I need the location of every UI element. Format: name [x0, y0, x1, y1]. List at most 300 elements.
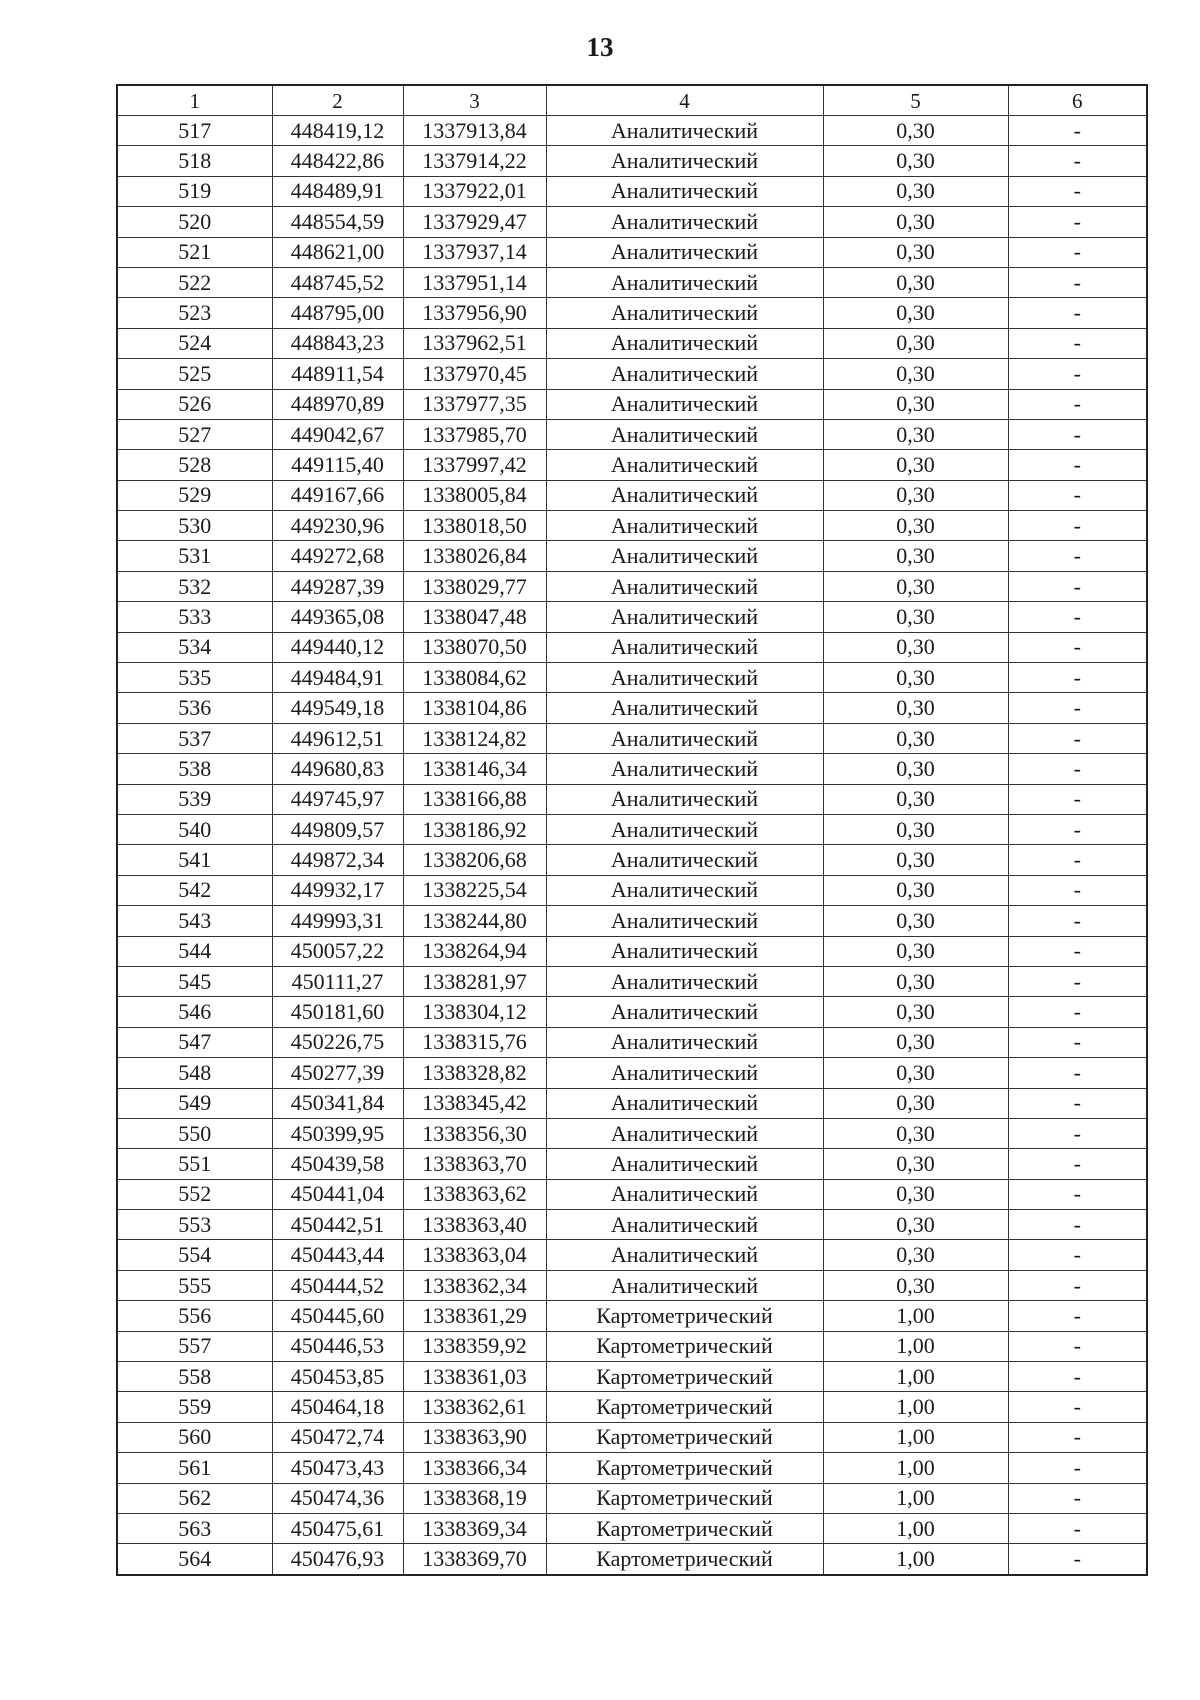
- x-coordinate-cell: 450439,58: [272, 1149, 403, 1179]
- y-coordinate-cell: 1338186,92: [403, 814, 546, 844]
- point-number-cell: 534: [117, 632, 272, 662]
- table-row: [117, 1453, 1147, 1483]
- accuracy-cell: 0,30: [823, 1210, 1008, 1240]
- accuracy-cell: 0,30: [823, 389, 1008, 419]
- y-coordinate-cell: 1338345,42: [403, 1088, 546, 1118]
- note-cell: -: [1008, 997, 1147, 1027]
- x-coordinate-cell: 450445,60: [272, 1301, 403, 1331]
- note-cell: -: [1008, 602, 1147, 632]
- note-cell: -: [1008, 116, 1147, 146]
- note-cell: -: [1008, 1270, 1147, 1300]
- table-row: [117, 936, 1147, 966]
- y-coordinate-cell: 1338363,40: [403, 1210, 546, 1240]
- point-number-cell: 544: [117, 936, 272, 966]
- point-number-cell: 550: [117, 1118, 272, 1148]
- method-cell: Картометрический: [546, 1422, 823, 1452]
- table-row: [117, 298, 1147, 328]
- x-coordinate-cell: 450453,85: [272, 1362, 403, 1392]
- table-row: [117, 966, 1147, 996]
- y-coordinate-cell: 1338359,92: [403, 1331, 546, 1361]
- method-cell: Картометрический: [546, 1513, 823, 1543]
- y-coordinate-cell: 1338225,54: [403, 875, 546, 905]
- note-cell: -: [1008, 875, 1147, 905]
- y-coordinate-cell: 1338084,62: [403, 663, 546, 693]
- x-coordinate-cell: 449440,12: [272, 632, 403, 662]
- method-cell: Аналитический: [546, 1058, 823, 1088]
- table-row: [117, 359, 1147, 389]
- table-row: [117, 146, 1147, 176]
- point-number-cell: 537: [117, 723, 272, 753]
- note-cell: -: [1008, 237, 1147, 267]
- point-number-cell: 553: [117, 1210, 272, 1240]
- accuracy-cell: 1,00: [823, 1513, 1008, 1543]
- y-coordinate-cell: 1338356,30: [403, 1118, 546, 1148]
- method-cell: Аналитический: [546, 906, 823, 936]
- x-coordinate-cell: 449042,67: [272, 419, 403, 449]
- x-coordinate-cell: 450472,74: [272, 1422, 403, 1452]
- point-number-cell: 521: [117, 237, 272, 267]
- table-row: [117, 207, 1147, 237]
- column-header: 1: [117, 85, 272, 116]
- note-cell: -: [1008, 845, 1147, 875]
- table-row: [117, 1179, 1147, 1209]
- table-row: [117, 814, 1147, 844]
- method-cell: Аналитический: [546, 723, 823, 753]
- accuracy-cell: 0,30: [823, 116, 1008, 146]
- y-coordinate-cell: 1338368,19: [403, 1483, 546, 1513]
- table-row: [117, 176, 1147, 206]
- point-number-cell: 546: [117, 997, 272, 1027]
- accuracy-cell: 0,30: [823, 845, 1008, 875]
- table-row: [117, 237, 1147, 267]
- y-coordinate-cell: 1338104,86: [403, 693, 546, 723]
- point-number-cell: 538: [117, 754, 272, 784]
- note-cell: -: [1008, 419, 1147, 449]
- point-number-cell: 535: [117, 663, 272, 693]
- method-cell: Картометрический: [546, 1453, 823, 1483]
- x-coordinate-cell: 450473,43: [272, 1453, 403, 1483]
- x-coordinate-cell: 448843,23: [272, 328, 403, 358]
- y-coordinate-cell: 1338361,03: [403, 1362, 546, 1392]
- point-number-cell: 558: [117, 1362, 272, 1392]
- table-row: [117, 1483, 1147, 1513]
- method-cell: Аналитический: [546, 176, 823, 206]
- table-row: [117, 693, 1147, 723]
- y-coordinate-cell: 1338362,61: [403, 1392, 546, 1422]
- table-row: [117, 328, 1147, 358]
- accuracy-cell: 0,30: [823, 754, 1008, 784]
- table-row: [117, 1301, 1147, 1331]
- table-row: [117, 511, 1147, 541]
- table-row: [117, 632, 1147, 662]
- note-cell: -: [1008, 1331, 1147, 1361]
- method-cell: Аналитический: [546, 814, 823, 844]
- point-number-cell: 562: [117, 1483, 272, 1513]
- x-coordinate-cell: 449680,83: [272, 754, 403, 784]
- note-cell: -: [1008, 176, 1147, 206]
- note-cell: -: [1008, 693, 1147, 723]
- x-coordinate-cell: 450474,36: [272, 1483, 403, 1513]
- point-number-cell: 530: [117, 511, 272, 541]
- x-coordinate-cell: 449365,08: [272, 602, 403, 632]
- method-cell: Аналитический: [546, 997, 823, 1027]
- table-row: [117, 754, 1147, 784]
- note-cell: -: [1008, 541, 1147, 571]
- accuracy-cell: 0,30: [823, 237, 1008, 267]
- x-coordinate-cell: 449230,96: [272, 511, 403, 541]
- table-row: [117, 116, 1147, 146]
- x-coordinate-cell: 450277,39: [272, 1058, 403, 1088]
- x-coordinate-cell: 448795,00: [272, 298, 403, 328]
- accuracy-cell: 0,30: [823, 1240, 1008, 1270]
- x-coordinate-cell: 449745,97: [272, 784, 403, 814]
- method-cell: Картометрический: [546, 1331, 823, 1361]
- method-cell: Аналитический: [546, 480, 823, 510]
- y-coordinate-cell: 1338281,97: [403, 966, 546, 996]
- accuracy-cell: 0,30: [823, 207, 1008, 237]
- point-number-cell: 523: [117, 298, 272, 328]
- accuracy-cell: 0,30: [823, 571, 1008, 601]
- method-cell: Аналитический: [546, 845, 823, 875]
- x-coordinate-cell: 450181,60: [272, 997, 403, 1027]
- note-cell: -: [1008, 1240, 1147, 1270]
- y-coordinate-cell: 1338029,77: [403, 571, 546, 601]
- table-row: [117, 602, 1147, 632]
- accuracy-cell: 1,00: [823, 1301, 1008, 1331]
- point-number-cell: 524: [117, 328, 272, 358]
- note-cell: -: [1008, 328, 1147, 358]
- point-number-cell: 561: [117, 1453, 272, 1483]
- note-cell: -: [1008, 906, 1147, 936]
- x-coordinate-cell: 448970,89: [272, 389, 403, 419]
- y-coordinate-cell: 1338264,94: [403, 936, 546, 966]
- note-cell: -: [1008, 298, 1147, 328]
- method-cell: Аналитический: [546, 875, 823, 905]
- y-coordinate-cell: 1338304,12: [403, 997, 546, 1027]
- point-number-cell: 564: [117, 1544, 272, 1575]
- y-coordinate-cell: 1337956,90: [403, 298, 546, 328]
- note-cell: -: [1008, 1513, 1147, 1543]
- x-coordinate-cell: 450057,22: [272, 936, 403, 966]
- y-coordinate-cell: 1338124,82: [403, 723, 546, 753]
- y-coordinate-cell: 1338361,29: [403, 1301, 546, 1331]
- method-cell: Аналитический: [546, 450, 823, 480]
- table-row: [117, 541, 1147, 571]
- y-coordinate-cell: 1337937,14: [403, 237, 546, 267]
- column-header: 2: [272, 85, 403, 116]
- method-cell: Аналитический: [546, 571, 823, 601]
- note-cell: -: [1008, 480, 1147, 510]
- note-cell: -: [1008, 1392, 1147, 1422]
- method-cell: Аналитический: [546, 328, 823, 358]
- x-coordinate-cell: 449612,51: [272, 723, 403, 753]
- table-row: [117, 1088, 1147, 1118]
- accuracy-cell: 0,30: [823, 663, 1008, 693]
- method-cell: Картометрический: [546, 1392, 823, 1422]
- accuracy-cell: 0,30: [823, 1027, 1008, 1057]
- accuracy-cell: 0,30: [823, 784, 1008, 814]
- x-coordinate-cell: 450399,95: [272, 1118, 403, 1148]
- accuracy-cell: 0,30: [823, 632, 1008, 662]
- x-coordinate-cell: 448745,52: [272, 267, 403, 297]
- accuracy-cell: 0,30: [823, 814, 1008, 844]
- accuracy-cell: 0,30: [823, 1179, 1008, 1209]
- y-coordinate-cell: 1338026,84: [403, 541, 546, 571]
- note-cell: -: [1008, 663, 1147, 693]
- table-row: [117, 784, 1147, 814]
- method-cell: Аналитический: [546, 784, 823, 814]
- point-number-cell: 540: [117, 814, 272, 844]
- method-cell: Аналитический: [546, 632, 823, 662]
- accuracy-cell: 0,30: [823, 176, 1008, 206]
- table-row: [117, 1544, 1147, 1575]
- accuracy-cell: 0,30: [823, 267, 1008, 297]
- note-cell: -: [1008, 389, 1147, 419]
- note-cell: -: [1008, 632, 1147, 662]
- point-number-cell: 539: [117, 784, 272, 814]
- x-coordinate-cell: 449932,17: [272, 875, 403, 905]
- method-cell: Аналитический: [546, 1027, 823, 1057]
- y-coordinate-cell: 1337951,14: [403, 267, 546, 297]
- y-coordinate-cell: 1337962,51: [403, 328, 546, 358]
- point-number-cell: 519: [117, 176, 272, 206]
- x-coordinate-cell: 450442,51: [272, 1210, 403, 1240]
- table-row: [117, 723, 1147, 753]
- point-number-cell: 557: [117, 1331, 272, 1361]
- note-cell: -: [1008, 1149, 1147, 1179]
- y-coordinate-cell: 1337997,42: [403, 450, 546, 480]
- point-number-cell: 536: [117, 693, 272, 723]
- coordinates-table: [116, 84, 1148, 1576]
- accuracy-cell: 0,30: [823, 936, 1008, 966]
- note-cell: -: [1008, 1422, 1147, 1452]
- point-number-cell: 556: [117, 1301, 272, 1331]
- table-row: [117, 389, 1147, 419]
- method-cell: Аналитический: [546, 1270, 823, 1300]
- y-coordinate-cell: 1338363,62: [403, 1179, 546, 1209]
- accuracy-cell: 0,30: [823, 419, 1008, 449]
- point-number-cell: 529: [117, 480, 272, 510]
- x-coordinate-cell: 449872,34: [272, 845, 403, 875]
- point-number-cell: 518: [117, 146, 272, 176]
- method-cell: Аналитический: [546, 966, 823, 996]
- note-cell: -: [1008, 1027, 1147, 1057]
- point-number-cell: 547: [117, 1027, 272, 1057]
- x-coordinate-cell: 448419,12: [272, 116, 403, 146]
- y-coordinate-cell: 1338369,34: [403, 1513, 546, 1543]
- y-coordinate-cell: 1337914,22: [403, 146, 546, 176]
- x-coordinate-cell: 449115,40: [272, 450, 403, 480]
- note-cell: -: [1008, 1118, 1147, 1148]
- method-cell: Аналитический: [546, 237, 823, 267]
- table-header-row: [117, 85, 1147, 116]
- accuracy-cell: 0,30: [823, 541, 1008, 571]
- table-row: [117, 1027, 1147, 1057]
- y-coordinate-cell: 1338047,48: [403, 602, 546, 632]
- x-coordinate-cell: 448422,86: [272, 146, 403, 176]
- x-coordinate-cell: 449287,39: [272, 571, 403, 601]
- x-coordinate-cell: 450341,84: [272, 1088, 403, 1118]
- y-coordinate-cell: 1338166,88: [403, 784, 546, 814]
- x-coordinate-cell: 448621,00: [272, 237, 403, 267]
- x-coordinate-cell: 450443,44: [272, 1240, 403, 1270]
- point-number-cell: 543: [117, 906, 272, 936]
- accuracy-cell: 0,30: [823, 1058, 1008, 1088]
- x-coordinate-cell: 449549,18: [272, 693, 403, 723]
- accuracy-cell: 0,30: [823, 298, 1008, 328]
- method-cell: Аналитический: [546, 146, 823, 176]
- method-cell: Картометрический: [546, 1483, 823, 1513]
- y-coordinate-cell: 1338070,50: [403, 632, 546, 662]
- method-cell: Аналитический: [546, 359, 823, 389]
- y-coordinate-cell: 1338005,84: [403, 480, 546, 510]
- accuracy-cell: 0,30: [823, 906, 1008, 936]
- table-row: [117, 1270, 1147, 1300]
- note-cell: -: [1008, 1544, 1147, 1575]
- table-row: [117, 267, 1147, 297]
- table-row: [117, 1392, 1147, 1422]
- table-row: [117, 845, 1147, 875]
- method-cell: Аналитический: [546, 1149, 823, 1179]
- table-row: [117, 997, 1147, 1027]
- x-coordinate-cell: 449993,31: [272, 906, 403, 936]
- x-coordinate-cell: 450444,52: [272, 1270, 403, 1300]
- x-coordinate-cell: 449167,66: [272, 480, 403, 510]
- table-row: [117, 1422, 1147, 1452]
- accuracy-cell: 0,30: [823, 480, 1008, 510]
- y-coordinate-cell: 1337929,47: [403, 207, 546, 237]
- y-coordinate-cell: 1338369,70: [403, 1544, 546, 1575]
- column-header: 6: [1008, 85, 1147, 116]
- method-cell: Аналитический: [546, 693, 823, 723]
- note-cell: -: [1008, 359, 1147, 389]
- note-cell: -: [1008, 571, 1147, 601]
- note-cell: -: [1008, 1058, 1147, 1088]
- note-cell: -: [1008, 1210, 1147, 1240]
- point-number-cell: 526: [117, 389, 272, 419]
- note-cell: -: [1008, 784, 1147, 814]
- method-cell: Аналитический: [546, 207, 823, 237]
- note-cell: -: [1008, 267, 1147, 297]
- table-row: [117, 1362, 1147, 1392]
- table-row: [117, 1058, 1147, 1088]
- note-cell: -: [1008, 1301, 1147, 1331]
- method-cell: Аналитический: [546, 1240, 823, 1270]
- y-coordinate-cell: 1338315,76: [403, 1027, 546, 1057]
- point-number-cell: 541: [117, 845, 272, 875]
- table-row: [117, 1210, 1147, 1240]
- table-row: [117, 419, 1147, 449]
- table-row: [117, 1331, 1147, 1361]
- y-coordinate-cell: 1338018,50: [403, 511, 546, 541]
- note-cell: -: [1008, 1453, 1147, 1483]
- method-cell: Картометрический: [546, 1301, 823, 1331]
- method-cell: Аналитический: [546, 754, 823, 784]
- point-number-cell: 531: [117, 541, 272, 571]
- point-number-cell: 563: [117, 1513, 272, 1543]
- table-body: [117, 116, 1147, 1575]
- accuracy-cell: 0,30: [823, 359, 1008, 389]
- y-coordinate-cell: 1338244,80: [403, 906, 546, 936]
- accuracy-cell: 1,00: [823, 1483, 1008, 1513]
- method-cell: Аналитический: [546, 1210, 823, 1240]
- table-row: [117, 875, 1147, 905]
- method-cell: Аналитический: [546, 541, 823, 571]
- accuracy-cell: 1,00: [823, 1544, 1008, 1575]
- y-coordinate-cell: 1338366,34: [403, 1453, 546, 1483]
- method-cell: Аналитический: [546, 116, 823, 146]
- y-coordinate-cell: 1337985,70: [403, 419, 546, 449]
- accuracy-cell: 0,30: [823, 1149, 1008, 1179]
- note-cell: -: [1008, 936, 1147, 966]
- x-coordinate-cell: 448554,59: [272, 207, 403, 237]
- y-coordinate-cell: 1337913,84: [403, 116, 546, 146]
- method-cell: Аналитический: [546, 298, 823, 328]
- accuracy-cell: 0,30: [823, 1088, 1008, 1118]
- table-row: [117, 1513, 1147, 1543]
- x-coordinate-cell: 448911,54: [272, 359, 403, 389]
- table-row: [117, 906, 1147, 936]
- note-cell: -: [1008, 754, 1147, 784]
- method-cell: Картометрический: [546, 1544, 823, 1575]
- method-cell: Аналитический: [546, 419, 823, 449]
- y-coordinate-cell: 1338328,82: [403, 1058, 546, 1088]
- x-coordinate-cell: 448489,91: [272, 176, 403, 206]
- x-coordinate-cell: 449809,57: [272, 814, 403, 844]
- accuracy-cell: 0,30: [823, 146, 1008, 176]
- accuracy-cell: 1,00: [823, 1392, 1008, 1422]
- accuracy-cell: 0,30: [823, 1118, 1008, 1148]
- point-number-cell: 555: [117, 1270, 272, 1300]
- column-header: 5: [823, 85, 1008, 116]
- accuracy-cell: 0,30: [823, 1270, 1008, 1300]
- accuracy-cell: 0,30: [823, 875, 1008, 905]
- point-number-cell: 552: [117, 1179, 272, 1209]
- accuracy-cell: 0,30: [823, 511, 1008, 541]
- point-number-cell: 549: [117, 1088, 272, 1118]
- point-number-cell: 548: [117, 1058, 272, 1088]
- point-number-cell: 522: [117, 267, 272, 297]
- accuracy-cell: 1,00: [823, 1331, 1008, 1361]
- method-cell: Аналитический: [546, 1088, 823, 1118]
- note-cell: -: [1008, 1179, 1147, 1209]
- column-header: 4: [546, 85, 823, 116]
- point-number-cell: 520: [117, 207, 272, 237]
- method-cell: Аналитический: [546, 936, 823, 966]
- point-number-cell: 525: [117, 359, 272, 389]
- column-header: 3: [403, 85, 546, 116]
- point-number-cell: 559: [117, 1392, 272, 1422]
- note-cell: -: [1008, 146, 1147, 176]
- x-coordinate-cell: 450464,18: [272, 1392, 403, 1422]
- point-number-cell: 527: [117, 419, 272, 449]
- note-cell: -: [1008, 511, 1147, 541]
- x-coordinate-cell: 450441,04: [272, 1179, 403, 1209]
- table-row: [117, 663, 1147, 693]
- point-number-cell: 532: [117, 571, 272, 601]
- accuracy-cell: 0,30: [823, 328, 1008, 358]
- note-cell: -: [1008, 1362, 1147, 1392]
- method-cell: Картометрический: [546, 1362, 823, 1392]
- accuracy-cell: 0,30: [823, 966, 1008, 996]
- x-coordinate-cell: 450226,75: [272, 1027, 403, 1057]
- y-coordinate-cell: 1338362,34: [403, 1270, 546, 1300]
- point-number-cell: 560: [117, 1422, 272, 1452]
- accuracy-cell: 0,30: [823, 693, 1008, 723]
- note-cell: -: [1008, 814, 1147, 844]
- note-cell: -: [1008, 207, 1147, 237]
- table-row: [117, 1240, 1147, 1270]
